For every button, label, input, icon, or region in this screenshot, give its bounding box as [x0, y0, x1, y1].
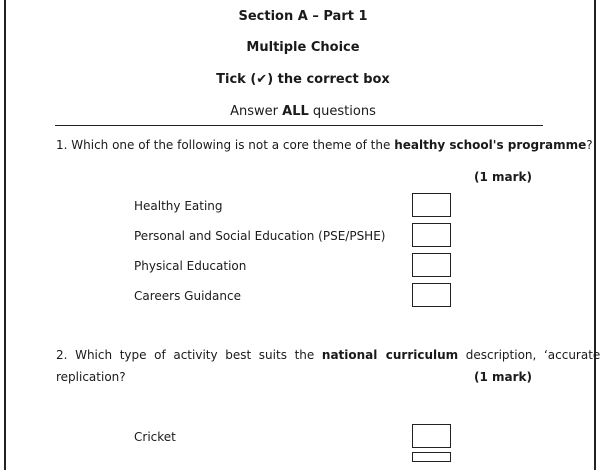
answer-suffix: questions: [308, 104, 376, 119]
answer-emphasis: ALL: [282, 104, 309, 119]
question-2-option-1: Cricket: [134, 430, 176, 444]
subtitle: Multiple Choice: [246, 40, 360, 55]
question-2-suffix: description, ‘accurate: [458, 348, 601, 362]
divider: [55, 125, 543, 126]
question-1-option-3: Physical Education: [134, 259, 247, 273]
question-1-prefix: 1. Which one of the following is not a core theme of the: [56, 138, 395, 152]
question-2-mark: (1 mark): [474, 370, 532, 384]
question-2-checkbox-1[interactable]: [412, 424, 451, 448]
instruction: Tick (✔) the correct box: [216, 72, 390, 87]
question-2-line-1: [56, 348, 601, 362]
question-1-emphasis: healthy school's programme: [394, 138, 587, 152]
question-1-mark: (1 mark): [474, 170, 532, 184]
question-1-suffix: ?: [586, 138, 593, 152]
question-1-text: [56, 138, 593, 152]
question-2-emphasis: national curriculum: [321, 348, 459, 362]
question-2-line-2: replication?: [56, 370, 126, 384]
answer-instruction: [0, 104, 606, 119]
question-1-checkbox-4[interactable]: [412, 283, 451, 307]
section-title: Section A – Part 1: [238, 9, 368, 24]
question-2-prefix: 2. Which type of activity best suits the: [56, 348, 322, 362]
question-1-option-1: Healthy Eating: [134, 199, 223, 213]
question-1-option-2: Personal and Social Education (PSE/PSHE): [134, 229, 386, 243]
question-1-checkbox-1[interactable]: [412, 193, 451, 217]
answer-prefix: Answer: [230, 104, 283, 119]
question-1-checkbox-2[interactable]: [412, 223, 451, 247]
question-1-option-4: Careers Guidance: [134, 289, 241, 303]
question-1-checkbox-3[interactable]: [412, 253, 451, 277]
